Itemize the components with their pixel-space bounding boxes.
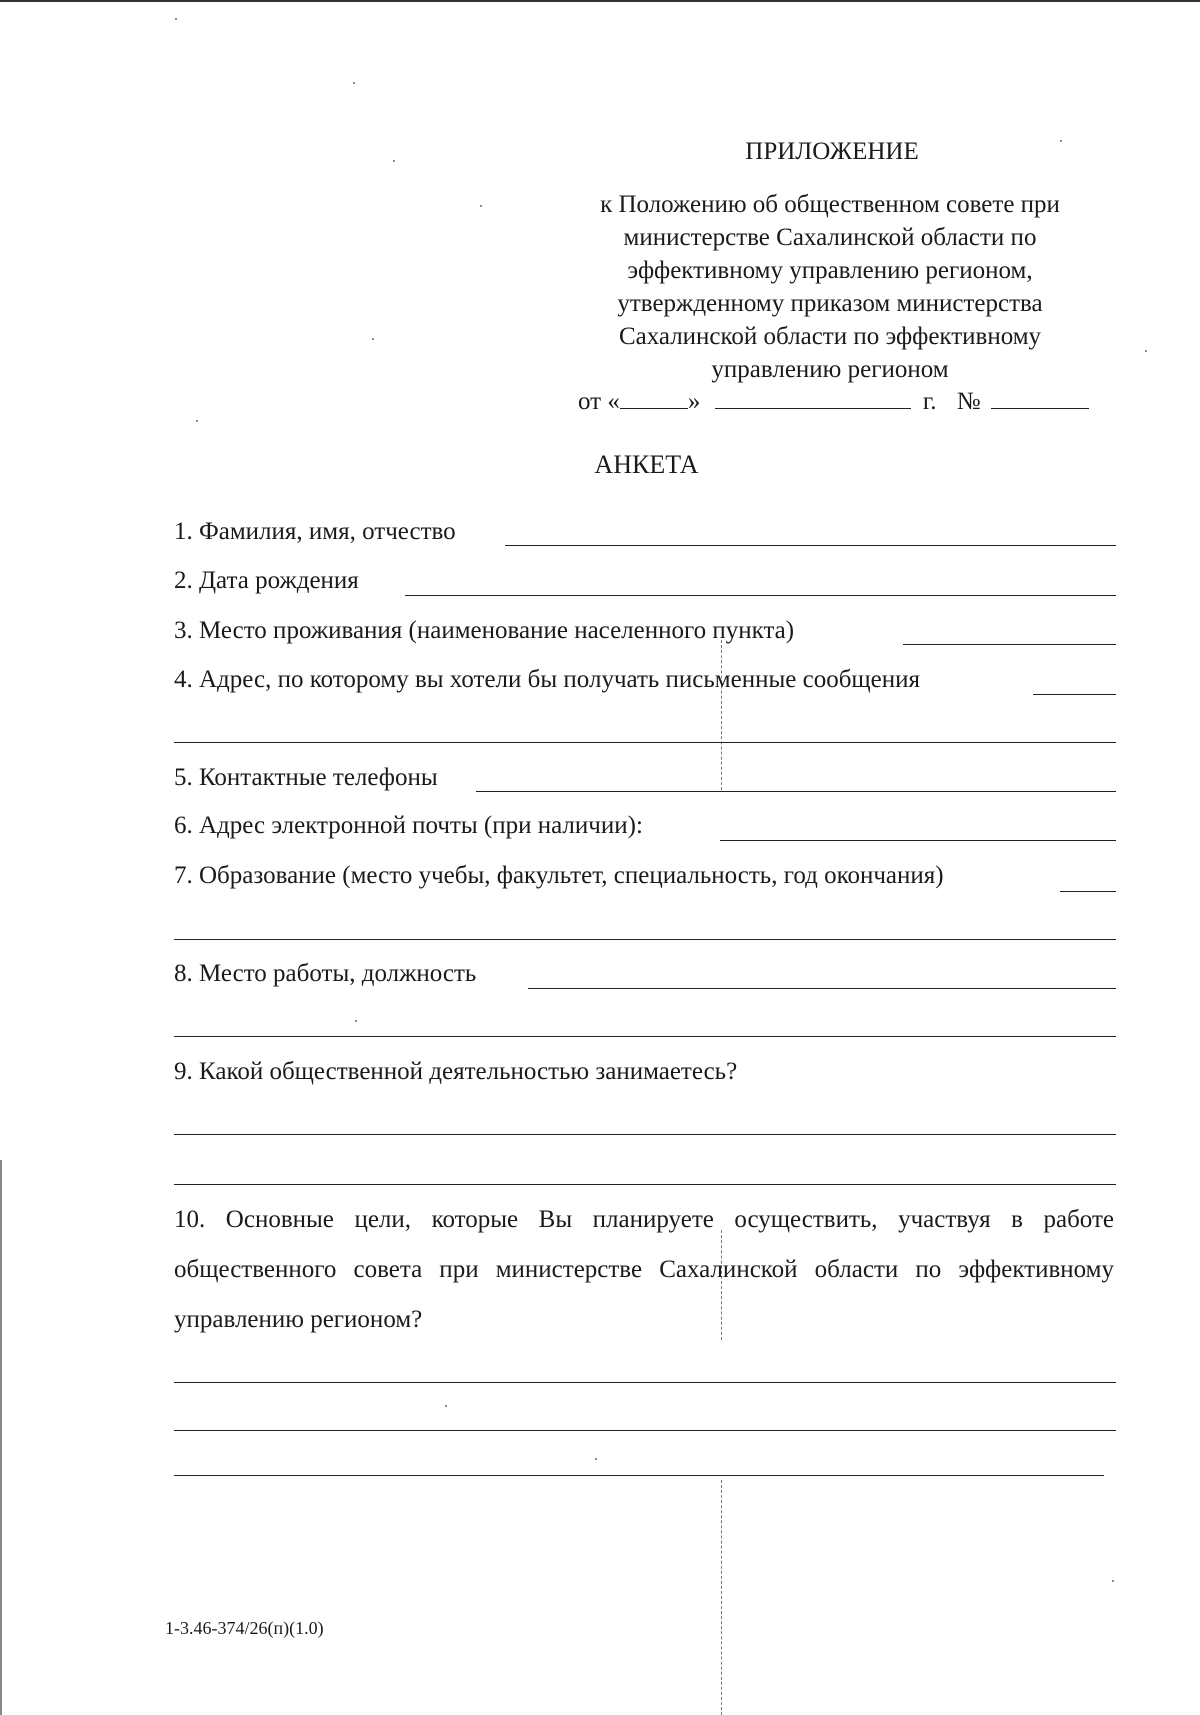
answer-line-4b[interactable] (174, 742, 1116, 743)
fold-mark (721, 1480, 722, 1715)
question-8-label: 8. Место работы, должность (174, 960, 477, 987)
question-3-label: 3. Место проживания (наименование населенного пункта) (174, 617, 795, 644)
answer-line-3[interactable] (903, 644, 1116, 645)
scan-speck (353, 82, 355, 84)
question-5-label: 5. Контактные телефоны (174, 764, 438, 791)
scan-speck (196, 420, 198, 422)
scan-speck (372, 338, 374, 340)
answer-line-8b[interactable] (174, 1036, 1116, 1037)
answer-line-4a[interactable] (1033, 694, 1116, 695)
appendix-title: ПРИЛОЖЕНИЕ (745, 138, 919, 165)
date-prefix: от « (578, 388, 620, 415)
question-4-label: 4. Адрес, по которому вы хотели бы получать письменные сообщения (174, 666, 921, 693)
appendix-line: эффективному управлению регионом, (627, 257, 1033, 284)
question-1-label: 1. Фамилия, имя, отчество (174, 518, 456, 545)
scan-speck (393, 160, 395, 162)
answer-line-7a[interactable] (1060, 891, 1116, 892)
appendix-line: к Положению об общественном совете при (600, 191, 1060, 218)
question-10-label: 10. Основные цели, которые Вы планируете осуществить, участвуя в работе общественного совета при министерстве Сахалинской области по эффективному управлению регионом? (174, 1206, 1114, 1333)
appendix-line: утвержденному приказом министерства (617, 290, 1043, 317)
form-title: АНКЕТА (594, 450, 699, 479)
answer-line-6[interactable] (720, 840, 1116, 841)
answer-line-8a[interactable] (528, 988, 1116, 989)
scan-edge-top (0, 0, 1200, 2)
scan-speck (480, 205, 482, 207)
scan-speck (175, 18, 177, 20)
month-year-blank[interactable] (715, 386, 911, 409)
question-7-label: 7. Образование (место учебы, факультет, специальность, год окончания) (174, 862, 944, 889)
scan-edge-left (0, 1160, 2, 1715)
answer-line-10b[interactable] (174, 1430, 1116, 1431)
answer-line-9b[interactable] (174, 1184, 1116, 1185)
year-label: г. (922, 388, 937, 415)
answer-line-9a[interactable] (174, 1134, 1116, 1135)
scan-speck (445, 1405, 447, 1407)
approval-date-line (578, 386, 1089, 416)
appendix-line: управлению регионом (711, 356, 949, 383)
answer-line-10a[interactable] (174, 1382, 1116, 1383)
number-blank[interactable] (991, 386, 1089, 409)
answer-line-2[interactable] (405, 595, 1116, 596)
appendix-line: министерстве Сахалинской области по (623, 224, 1037, 251)
question-6-label: 6. Адрес электронной почты (при наличии): (174, 812, 643, 839)
date-quote-close: » (687, 388, 701, 415)
answer-line-1[interactable] (505, 545, 1116, 546)
answer-line-5[interactable] (476, 791, 1116, 792)
scan-speck (1060, 140, 1062, 142)
scan-speck (355, 1020, 357, 1022)
document-code: 1-3.46-374/26(п)(1.0) (165, 1618, 324, 1638)
number-label: № (956, 388, 981, 415)
appendix-reference (560, 188, 1100, 386)
scan-speck (595, 1458, 597, 1460)
question-9-label: 9. Какой общественной деятельностью занимаетесь? (174, 1058, 738, 1085)
day-blank[interactable] (620, 386, 688, 409)
answer-line-7b[interactable] (174, 939, 1116, 940)
question-2-label: 2. Дата рождения (174, 567, 359, 594)
scan-speck (1112, 1580, 1114, 1582)
scan-speck (1145, 350, 1147, 352)
answer-line-10c[interactable] (174, 1475, 1104, 1476)
fold-mark (721, 640, 722, 790)
appendix-line: Сахалинской области по эффективному (618, 323, 1042, 350)
